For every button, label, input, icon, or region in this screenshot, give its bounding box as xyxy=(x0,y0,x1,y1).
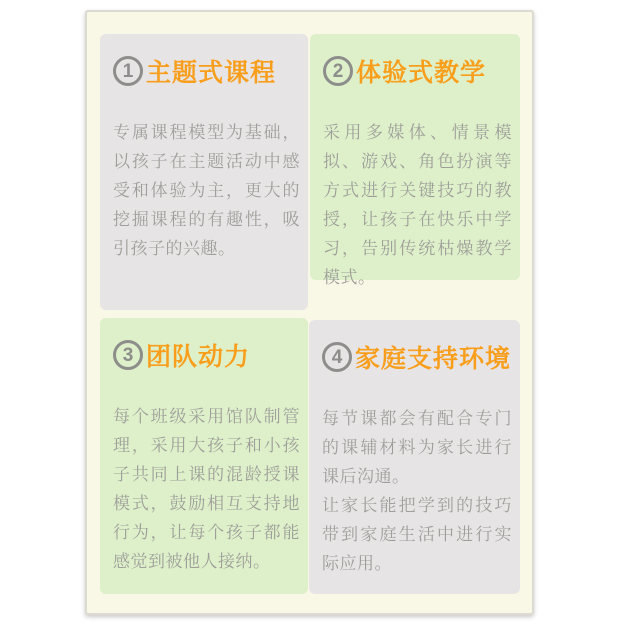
panel-team-dynamics xyxy=(100,318,308,594)
circled-number-3-icon: 3 xyxy=(113,340,143,370)
panel-title-3: 团队动力 xyxy=(146,343,251,371)
panel-title-2: 体验式教学 xyxy=(356,59,487,87)
panel-body-4-paragraph-2: 让家长能把学到的技巧带到家庭生活中进行实际应用。 xyxy=(322,496,512,573)
panel-heading-3 xyxy=(113,338,300,372)
panel-themed-course xyxy=(100,34,308,310)
panel-title-4: 家庭支持环境 xyxy=(355,345,512,373)
panel-body-2: 采用多媒体、情景模拟、游戏、角色扮演等方式进行关键技巧的教授，让孩子在快乐中学习，告别传统枯燥教学模式。 xyxy=(323,123,512,287)
panel-heading-1 xyxy=(113,54,300,88)
panel-heading-2 xyxy=(323,54,512,88)
panel-title-1: 主题式课程 xyxy=(146,59,277,87)
circled-number-2-icon: 2 xyxy=(323,56,353,86)
panel-body-1: 专属课程模型为基础，以孩子在主题活动中感受和体验为主，更大的挖掘课程的有趣性，吸引孩子的兴趣。 xyxy=(113,123,300,258)
panel-body-4-paragraph-1: 每节课都会有配合专门的课辅材料为家长进行课后沟通。 xyxy=(322,409,512,486)
panel-body-3: 每个班级采用馆队制管理，采用大孩子和小孩子共同上课的混龄授课模式，鼓励相互支持地行为，让每个孩子都能感觉到被他人接纳。 xyxy=(113,407,300,571)
panel-heading-4 xyxy=(322,340,512,374)
panel-family-support xyxy=(309,320,520,594)
four-features-card xyxy=(85,10,534,615)
circled-number-1-icon: 1 xyxy=(113,56,143,86)
circled-number-4-icon: 4 xyxy=(322,342,352,372)
panel-experiential-teaching xyxy=(310,34,520,287)
